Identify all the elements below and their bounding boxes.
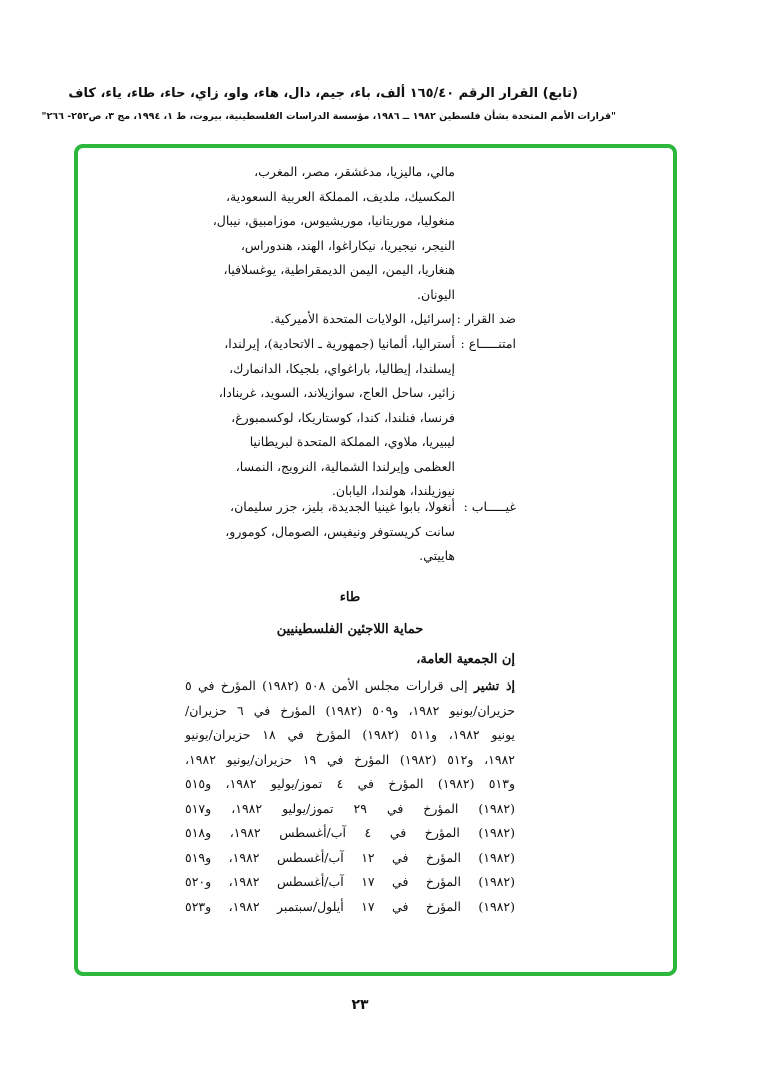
- paragraph-line: (١٩٨٢) المؤرخ في ٤ آب/أغسطس ١٩٨٢، و٥١٨: [185, 825, 516, 840]
- running-header-citation: "قرارات الأمم المتحدة بشأن فلسطين ١٩٨٢ ــ ١٩٨٦، مؤسسة الدراسات الفلسطينية، بيروت، ط ١، ١٩٩٤، مج ٣، ص٢٥٢- ٢٦٦": [41, 111, 616, 122]
- vote-abstain-label: امتنـــــاع :: [460, 336, 516, 351]
- vote-against-label: ضد القرار :: [456, 311, 516, 326]
- paragraph-line: [185, 674, 515, 699]
- paragraph-line: حزيران/يونيو ١٩٨٢، و٥٠٩ (١٩٨٢) المؤرخ في ٦ حزيران/: [185, 702, 516, 718]
- paragraph-line-text: إلى قرارات مجلس الأمن ٥٠٨ (١٩٨٢) المؤرخ في ٥: [185, 678, 474, 693]
- paragraph-line: (١٩٨٢) المؤرخ في ١٧ أيلول/سبتمبر ١٩٨٢، و٥٢٣: [185, 898, 516, 914]
- paragraph-line: ١٩٨٢، و٥١٢ (١٩٨٢) المؤرخ في ١٩ حزيران/يونيو ١٩٨٢،: [185, 751, 515, 767]
- list-line: هاييتي.: [419, 548, 455, 563]
- list-line: زائير، ساحل العاج، سوازيلاند، السويد، غرينادا،: [218, 385, 455, 400]
- section-title: حماية اللاجئين الفلسطينيين: [276, 622, 424, 637]
- list-line: سانت كريستوفر ونيفيس، الصومال، كومورو،: [225, 523, 455, 539]
- vote-absent-label: غيـــــاب :: [463, 499, 516, 514]
- list-line: العظمى وإيرلندا الشمالية، النرويج، النمسا،: [235, 458, 455, 474]
- list-line: إسرائيل، الولايات المتحدة الأميركية.: [270, 311, 455, 326]
- paragraph-line: و٥١٣ (١٩٨٢) المؤرخ في ٤ تموز/يوليو ١٩٨٢، و٥١٥: [185, 776, 515, 791]
- list-line: اليونان.: [417, 286, 455, 302]
- vote-abstain-list: [185, 332, 455, 504]
- list-line: منغوليا، موريتانيا، موريشيوس، موزامبيق، نيبال،: [212, 213, 455, 228]
- list-line: إيسلندا، إيطاليا، باراغواي، بلجيكا، الدانمارك،: [229, 360, 455, 376]
- list-line: أنغولا، بابوا غينيا الجديدة، بليز، جزر سليمان،: [230, 499, 455, 514]
- paragraph-line: (١٩٨٢) المؤرخ في ١٧ آب/أغسطس ١٩٨٢، و٥٢٠: [185, 874, 516, 889]
- list-line: أستراليا، ألمانيا (جمهورية ـ الاتحادية)، إيرلندا،: [224, 336, 455, 351]
- list-line: هنغاريا، اليمن، اليمن الديمقراطية، يوغسلافيا،: [223, 262, 455, 277]
- list-line: نيوزيلندا، هولندا، اليابان.: [331, 483, 455, 498]
- vote-favor-list: [185, 160, 455, 307]
- paragraph-lead-words: إذ تشير: [473, 678, 515, 693]
- vote-against-list: [185, 307, 455, 332]
- paragraph-line: يونيو ١٩٨٢، و٥١١ (١٩٨٢) المؤرخ في ١٨ حزيران/يونيو: [185, 727, 516, 742]
- preambular-paragraph: [185, 674, 515, 919]
- section-letter: طاء: [339, 590, 361, 605]
- paragraph-line: (١٩٨٢) المؤرخ في ٢٩ تموز/يوليو ١٩٨٢، و٥١٧: [185, 800, 516, 816]
- paragraph-line: (١٩٨٢) المؤرخ في ١٢ آب/أغسطس ١٩٨٢، و٥١٩: [185, 849, 516, 865]
- vote-absent-list: [185, 495, 455, 569]
- running-header-title: (تابع) القرار الرقم ١٦٥/٤٠ ألف، باء، جيم، دال، هاء، واو، زاي، حاء، طاء، ياء، كاف: [68, 86, 578, 101]
- page-number: ٢٣: [351, 997, 369, 1013]
- resolution-preamble: إن الجمعية العامة،: [416, 652, 515, 667]
- list-line: مالي، ماليزيا، مدغشقر، مصر، المغرب،: [254, 164, 455, 179]
- list-line: النيجر، نيجيريا، نيكاراغوا، الهند، هندوراس،: [240, 237, 455, 253]
- list-line: فرنسا، فنلندا، كندا، كوستاريكا، لوكسمبورغ،: [231, 409, 455, 425]
- list-line: المكسيك، ملديف، المملكة العربية السعودية،: [226, 188, 455, 204]
- list-line: ليبيريا، ملاوي، المملكة المتحدة لبريطانيا: [249, 434, 455, 449]
